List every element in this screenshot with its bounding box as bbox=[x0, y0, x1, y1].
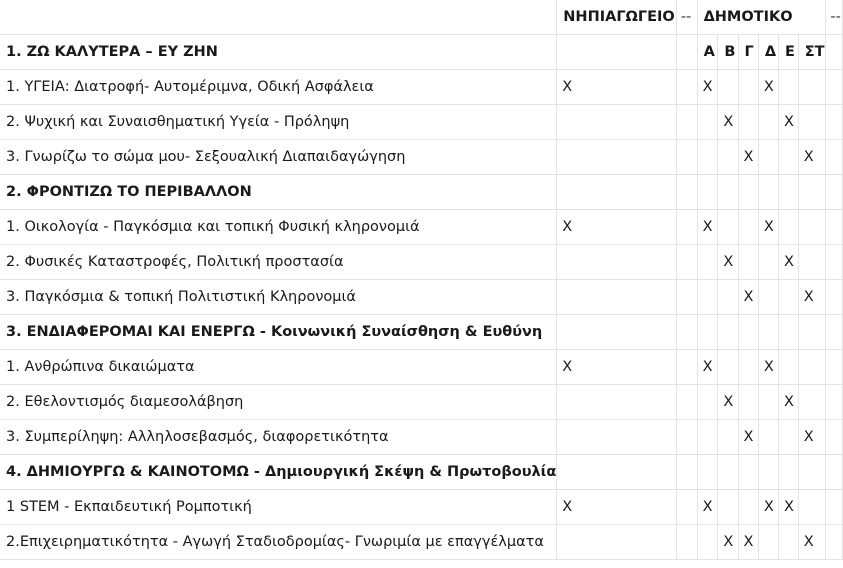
grade-mark-cell bbox=[697, 385, 718, 420]
grade-mark-cell: X bbox=[697, 490, 718, 525]
grade-mark-cell bbox=[738, 175, 758, 210]
separator-cell bbox=[826, 350, 843, 385]
separator-cell bbox=[676, 525, 697, 560]
grade-mark-cell bbox=[778, 315, 798, 350]
kindergarten-mark-cell bbox=[557, 315, 677, 350]
grade-mark-cell: X bbox=[758, 70, 778, 105]
header-separator: -- bbox=[676, 0, 697, 35]
grade-mark-cell bbox=[778, 175, 798, 210]
grade-mark-cell bbox=[718, 280, 738, 315]
grade-mark-cell bbox=[718, 455, 738, 490]
grade-mark-cell bbox=[697, 280, 718, 315]
grade-mark-cell bbox=[718, 420, 738, 455]
separator-cell bbox=[826, 420, 843, 455]
separator-cell bbox=[676, 455, 697, 490]
grade-mark-cell bbox=[758, 385, 778, 420]
separator-cell bbox=[826, 140, 843, 175]
grade-mark-cell bbox=[778, 525, 798, 560]
header-kindergarten: ΝΗΠΙΑΓΩΓΕΙΟ bbox=[557, 0, 677, 35]
grade-mark-cell: X bbox=[738, 280, 758, 315]
separator-cell bbox=[826, 525, 843, 560]
grade-header-cell: Β bbox=[718, 35, 738, 70]
topic-label: 1. Οικολογία - Παγκόσμια και τοπική Φυσική κληρονομιά bbox=[0, 210, 557, 245]
separator-cell bbox=[826, 385, 843, 420]
table-row bbox=[0, 280, 843, 315]
grade-mark-cell bbox=[778, 455, 798, 490]
grade-mark-cell bbox=[798, 70, 826, 105]
kindergarten-mark-cell bbox=[557, 140, 677, 175]
separator-cell bbox=[676, 70, 697, 105]
grade-mark-cell bbox=[758, 455, 778, 490]
separator-cell bbox=[676, 420, 697, 455]
grade-mark-cell: X bbox=[738, 140, 758, 175]
grade-mark-cell: X bbox=[697, 350, 718, 385]
separator-cell bbox=[826, 280, 843, 315]
topic-label: 1 STEM - Εκπαιδευτική Ρομποτική bbox=[0, 490, 557, 525]
grade-mark-cell bbox=[778, 420, 798, 455]
separator-cell bbox=[676, 315, 697, 350]
grade-mark-cell bbox=[738, 245, 758, 280]
grade-mark-cell bbox=[738, 315, 758, 350]
topic-label: 1. ΥΓΕΙΑ: Διατροφή- Αυτομέριμνα, Οδική Ασφάλεια bbox=[0, 70, 557, 105]
table-row bbox=[0, 70, 843, 105]
section-row bbox=[0, 35, 843, 70]
grade-mark-cell bbox=[798, 105, 826, 140]
grade-mark-cell: X bbox=[718, 105, 738, 140]
header-primary: ΔΗΜΟΤΙΚΟ bbox=[697, 0, 826, 35]
separator-cell bbox=[676, 105, 697, 140]
grade-mark-cell bbox=[718, 350, 738, 385]
grade-mark-cell bbox=[738, 490, 758, 525]
table-row bbox=[0, 140, 843, 175]
topic-label: 2. Φυσικές Καταστροφές, Πολιτική προστασία bbox=[0, 245, 557, 280]
grade-mark-cell: X bbox=[778, 385, 798, 420]
grade-mark-cell bbox=[798, 245, 826, 280]
grade-mark-cell: X bbox=[738, 525, 758, 560]
grade-mark-cell: X bbox=[778, 105, 798, 140]
grade-mark-cell bbox=[798, 490, 826, 525]
grade-mark-cell: X bbox=[697, 70, 718, 105]
grade-mark-cell: X bbox=[738, 420, 758, 455]
separator-cell bbox=[826, 455, 843, 490]
grade-mark-cell bbox=[758, 315, 778, 350]
grade-mark-cell bbox=[798, 175, 826, 210]
separator-cell bbox=[826, 490, 843, 525]
separator-cell bbox=[676, 245, 697, 280]
grade-mark-cell bbox=[758, 175, 778, 210]
table-row bbox=[0, 385, 843, 420]
topic-label: 3. Παγκόσμια & τοπική Πολιτιστική Κληρονομιά bbox=[0, 280, 557, 315]
grade-mark-cell: X bbox=[758, 350, 778, 385]
topic-label: 2.Επιχειρηματικότητα - Αγωγή Σταδιοδρομίας- Γνωριμία με επαγγέλματα bbox=[0, 525, 557, 560]
grade-mark-cell: X bbox=[778, 490, 798, 525]
grade-mark-cell bbox=[718, 210, 738, 245]
grade-mark-cell bbox=[697, 455, 718, 490]
grade-mark-cell bbox=[718, 175, 738, 210]
grade-header-cell: Γ bbox=[738, 35, 758, 70]
table-row bbox=[0, 105, 843, 140]
grade-mark-cell: X bbox=[718, 525, 738, 560]
grade-mark-cell bbox=[778, 140, 798, 175]
table-header-row bbox=[0, 0, 843, 35]
separator-cell bbox=[676, 140, 697, 175]
separator-cell bbox=[826, 105, 843, 140]
grade-mark-cell: X bbox=[798, 140, 826, 175]
kindergarten-mark-cell bbox=[557, 385, 677, 420]
section-row bbox=[0, 315, 843, 350]
grade-mark-cell bbox=[738, 105, 758, 140]
table-row bbox=[0, 210, 843, 245]
separator-cell bbox=[826, 175, 843, 210]
section-title: 1. ΖΩ ΚΑΛΥΤΕΡΑ – ΕΥ ΖΗΝ bbox=[0, 35, 557, 70]
kindergarten-mark-cell bbox=[557, 525, 677, 560]
grade-mark-cell bbox=[798, 385, 826, 420]
grade-mark-cell bbox=[718, 490, 738, 525]
separator-cell bbox=[676, 35, 697, 70]
separator-cell bbox=[826, 210, 843, 245]
separator-cell bbox=[826, 70, 843, 105]
header-blank-cell bbox=[0, 0, 557, 35]
grade-mark-cell bbox=[798, 350, 826, 385]
table-row bbox=[0, 490, 843, 525]
grade-mark-cell bbox=[758, 420, 778, 455]
kindergarten-mark-cell: X bbox=[557, 490, 677, 525]
separator-cell bbox=[826, 245, 843, 280]
topic-label: 3. Γνωρίζω το σώμα μου- Σεξουαλική Διαπαιδαγώγηση bbox=[0, 140, 557, 175]
section-row bbox=[0, 455, 843, 490]
header-separator: -- bbox=[826, 0, 843, 35]
grade-mark-cell bbox=[738, 455, 758, 490]
separator-cell bbox=[676, 350, 697, 385]
separator-cell bbox=[826, 35, 843, 70]
kindergarten-mark-cell: X bbox=[557, 210, 677, 245]
table-row bbox=[0, 245, 843, 280]
separator-cell bbox=[676, 210, 697, 245]
grade-mark-cell: X bbox=[798, 280, 826, 315]
kindergarten-mark-cell bbox=[557, 280, 677, 315]
kindergarten-mark-cell bbox=[557, 420, 677, 455]
grade-mark-cell bbox=[798, 315, 826, 350]
grade-mark-cell bbox=[697, 420, 718, 455]
separator-cell bbox=[676, 490, 697, 525]
grade-mark-cell: X bbox=[798, 525, 826, 560]
grade-mark-cell bbox=[798, 455, 826, 490]
grade-mark-cell bbox=[758, 525, 778, 560]
section-title: 2. ΦΡΟΝΤΙΖΩ ΤΟ ΠΕΡΙΒΑΛΛΟΝ bbox=[0, 175, 557, 210]
grade-mark-cell bbox=[778, 70, 798, 105]
grade-header-cell: Δ bbox=[758, 35, 778, 70]
kindergarten-mark-cell bbox=[557, 245, 677, 280]
topic-label: 2. Ψυχική και Συναισθηματική Υγεία - Πρόληψη bbox=[0, 105, 557, 140]
separator-cell bbox=[676, 280, 697, 315]
grade-mark-cell: X bbox=[718, 385, 738, 420]
separator-cell bbox=[676, 385, 697, 420]
grade-mark-cell bbox=[697, 245, 718, 280]
grade-mark-cell bbox=[718, 315, 738, 350]
grade-mark-cell bbox=[697, 175, 718, 210]
section-title: 3. ΕΝΔΙΑΦΕΡΟΜΑΙ ΚΑΙ ΕΝΕΡΓΩ - Κοινωνική Συναίσθηση & Ευθύνη bbox=[0, 315, 557, 350]
kindergarten-mark-cell: X bbox=[557, 70, 677, 105]
separator-cell bbox=[826, 315, 843, 350]
grade-mark-cell bbox=[718, 140, 738, 175]
grade-mark-cell bbox=[697, 105, 718, 140]
grade-mark-cell bbox=[778, 280, 798, 315]
grade-mark-cell: X bbox=[697, 210, 718, 245]
grade-mark-cell bbox=[758, 140, 778, 175]
grade-mark-cell bbox=[758, 245, 778, 280]
grade-mark-cell bbox=[697, 140, 718, 175]
kindergarten-mark-cell: X bbox=[557, 350, 677, 385]
kindergarten-mark-cell bbox=[557, 105, 677, 140]
grade-mark-cell: X bbox=[718, 245, 738, 280]
grade-mark-cell bbox=[697, 525, 718, 560]
topic-label: 2. Εθελοντισμός διαμεσολάβηση bbox=[0, 385, 557, 420]
separator-cell bbox=[676, 175, 697, 210]
grade-header-cell: Α bbox=[697, 35, 718, 70]
topic-label: 3. Συμπερίληψη: Αλληλοσεβασμός, διαφορετικότητα bbox=[0, 420, 557, 455]
topic-label: 1. Ανθρώπινα δικαιώματα bbox=[0, 350, 557, 385]
table-row bbox=[0, 420, 843, 455]
grade-mark-cell bbox=[738, 385, 758, 420]
grade-mark-cell bbox=[758, 280, 778, 315]
grade-mark-cell bbox=[738, 350, 758, 385]
section-row bbox=[0, 175, 843, 210]
kindergarten-mark-cell bbox=[557, 455, 677, 490]
grade-mark-cell bbox=[738, 210, 758, 245]
grade-mark-cell bbox=[697, 315, 718, 350]
grade-header-cell: Ε bbox=[778, 35, 798, 70]
grade-mark-cell bbox=[718, 70, 738, 105]
grade-header-cell: ΣΤ bbox=[798, 35, 826, 70]
grade-mark-cell bbox=[758, 105, 778, 140]
table-row bbox=[0, 350, 843, 385]
grade-mark-cell bbox=[778, 350, 798, 385]
grade-mark-cell bbox=[778, 210, 798, 245]
grade-mark-cell: X bbox=[778, 245, 798, 280]
grade-mark-cell: X bbox=[758, 490, 778, 525]
kindergarten-mark-cell bbox=[557, 35, 677, 70]
grade-mark-cell bbox=[798, 210, 826, 245]
grade-mark-cell: X bbox=[758, 210, 778, 245]
section-title: 4. ΔΗΜΙΟΥΡΓΩ & ΚΑΙΝΟΤΟΜΩ - Δημιουργική Σκέψη & Πρωτοβουλία bbox=[0, 455, 557, 490]
grade-mark-cell: X bbox=[798, 420, 826, 455]
kindergarten-mark-cell bbox=[557, 175, 677, 210]
table-row bbox=[0, 525, 843, 560]
grade-mark-cell bbox=[738, 70, 758, 105]
